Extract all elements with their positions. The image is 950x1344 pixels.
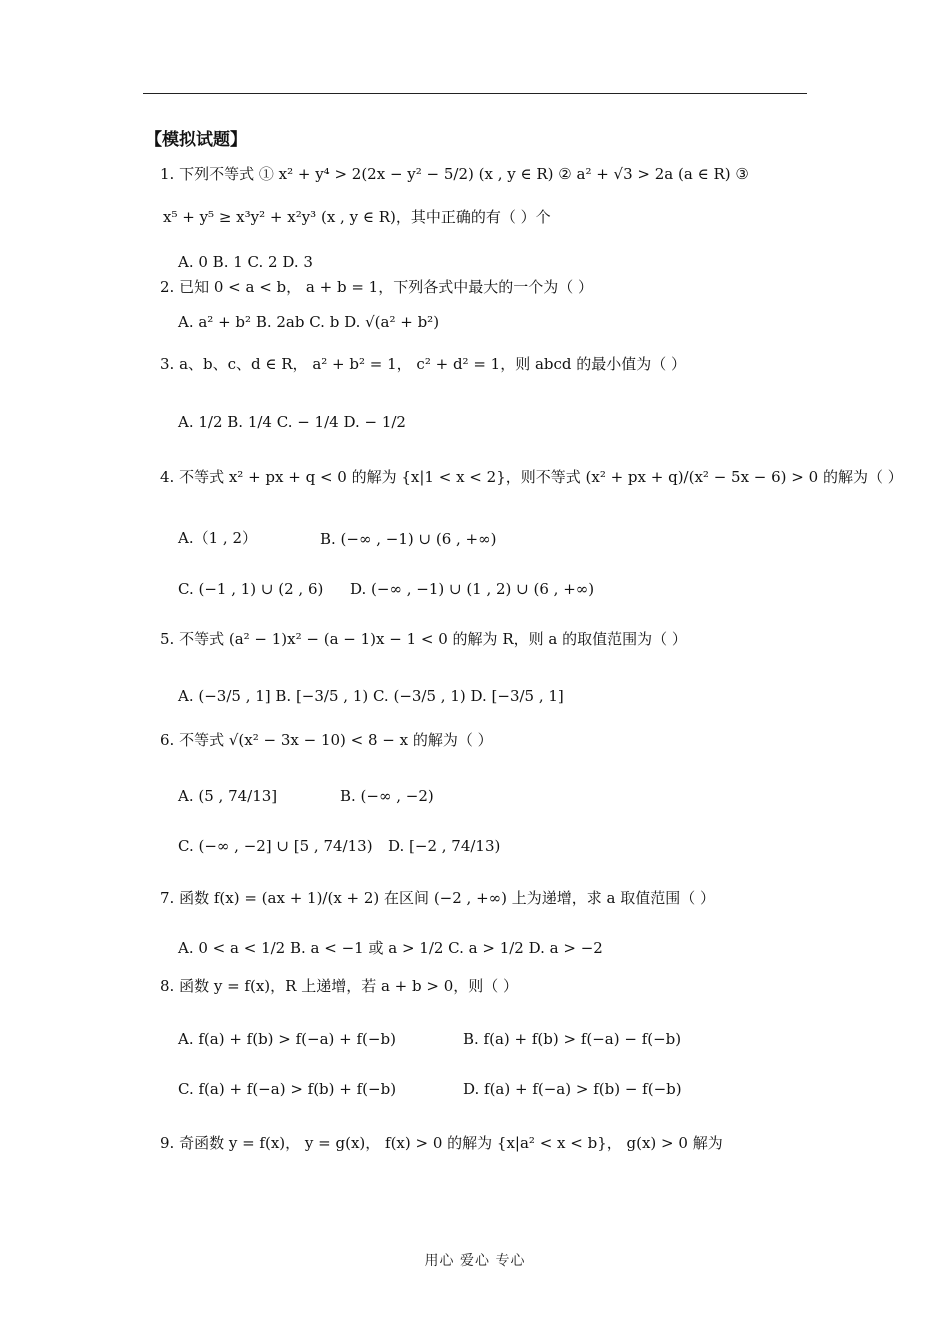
question-8-option-c: C. f(a) + f(−a) > f(b) + f(−b) [178, 1080, 397, 1098]
question-8-option-b: B. f(a) + f(b) > f(−a) − f(−b) [463, 1030, 682, 1048]
question-2-stem: 2. 已知 0 < a < b， a + b = 1，下列各式中最大的一个为（ ） [160, 278, 593, 296]
question-7-stem: 7. 函数 f(x) = (ax + 1)/(x + 2) 在区间 (−2 , +∞) 上为递增，求 a 取值范围（ ） [160, 889, 716, 907]
question-5-stem: 5. 不等式 (a² − 1)x² − (a − 1)x − 1 < 0 的解为 R，则 a 的取值范围为（ ） [160, 630, 687, 648]
question-7-options: A. 0 < a < 1/2 B. a < −1 或 a > 1/2 C. a > 1/2 D. a > −2 [178, 939, 603, 957]
question-6-option-c: C. (−∞ , −2] ∪ [5 , 74/13) [178, 837, 373, 855]
question-9-stem: 9. 奇函数 y = f(x)， y = g(x)， f(x) > 0 的解为 {x|a² < x < b}， g(x) > 0 解为 [160, 1134, 723, 1152]
question-6-option-b: B. (−∞ , −2) [340, 787, 434, 805]
question-5-options: A. (−3/5 , 1] B. [−3/5 , 1) C. (−3/5 , 1) D. [−3/5 , 1] [178, 687, 564, 705]
question-8-option-a: A. f(a) + f(b) > f(−a) + f(−b) [178, 1030, 396, 1048]
question-4-stem: 4. 不等式 x² + px + q < 0 的解为 {x|1 < x < 2}，则不等式 (x² + px + q)/(x² − 5x − 6) > 0 的解为（ ） [160, 468, 903, 486]
question-1-options: A. 0 B. 1 C. 2 D. 3 [178, 253, 313, 271]
question-3-options: A. 1/2 B. 1/4 C. − 1/4 D. − 1/2 [178, 413, 406, 431]
question-4-option-c: C. (−1 , 1) ∪ (2 , 6) [178, 580, 324, 598]
question-2-options: A. a² + b² B. 2ab C. b D. √(a² + b²) [178, 313, 440, 331]
question-1-line-1: 1. 下列不等式 ① x² + y⁴ > 2(2x − y² − 5/2) (x , y ∈ R) ② a² + √3 > 2a (a ∈ R) ③ [160, 165, 749, 183]
question-3-stem: 3. a、b、c、d ∈ R， a² + b² = 1， c² + d² = 1，则 abcd 的最小值为（ ） [160, 355, 687, 373]
header-rule [143, 93, 807, 94]
question-4-option-b: B. (−∞ , −1) ∪ (6 , +∞) [320, 530, 497, 548]
question-1-line-2: x⁵ + y⁵ ≥ x³y² + x²y³ (x , y ∈ R)，其中正确的有（ ）个 [163, 208, 551, 226]
question-6-option-a: A. (5 , 74/13] [178, 787, 278, 805]
question-4-option-d: D. (−∞ , −1) ∪ (1 , 2) ∪ (6 , +∞) [350, 580, 595, 598]
question-4-option-a: A.（1 , 2） [178, 529, 257, 547]
question-8-stem: 8. 函数 y = f(x)，R 上递增，若 a + b > 0，则（ ） [160, 977, 519, 995]
page-footer: 用心 爱心 专心 [424, 1253, 526, 1269]
section-heading: 【模拟试题】 [145, 130, 247, 150]
question-8-option-d: D. f(a) + f(−a) > f(b) − f(−b) [463, 1080, 682, 1098]
question-6-option-d: D. [−2 , 74/13) [388, 837, 501, 855]
question-6-stem: 6. 不等式 √(x² − 3x − 10) < 8 − x 的解为（ ） [160, 731, 493, 749]
